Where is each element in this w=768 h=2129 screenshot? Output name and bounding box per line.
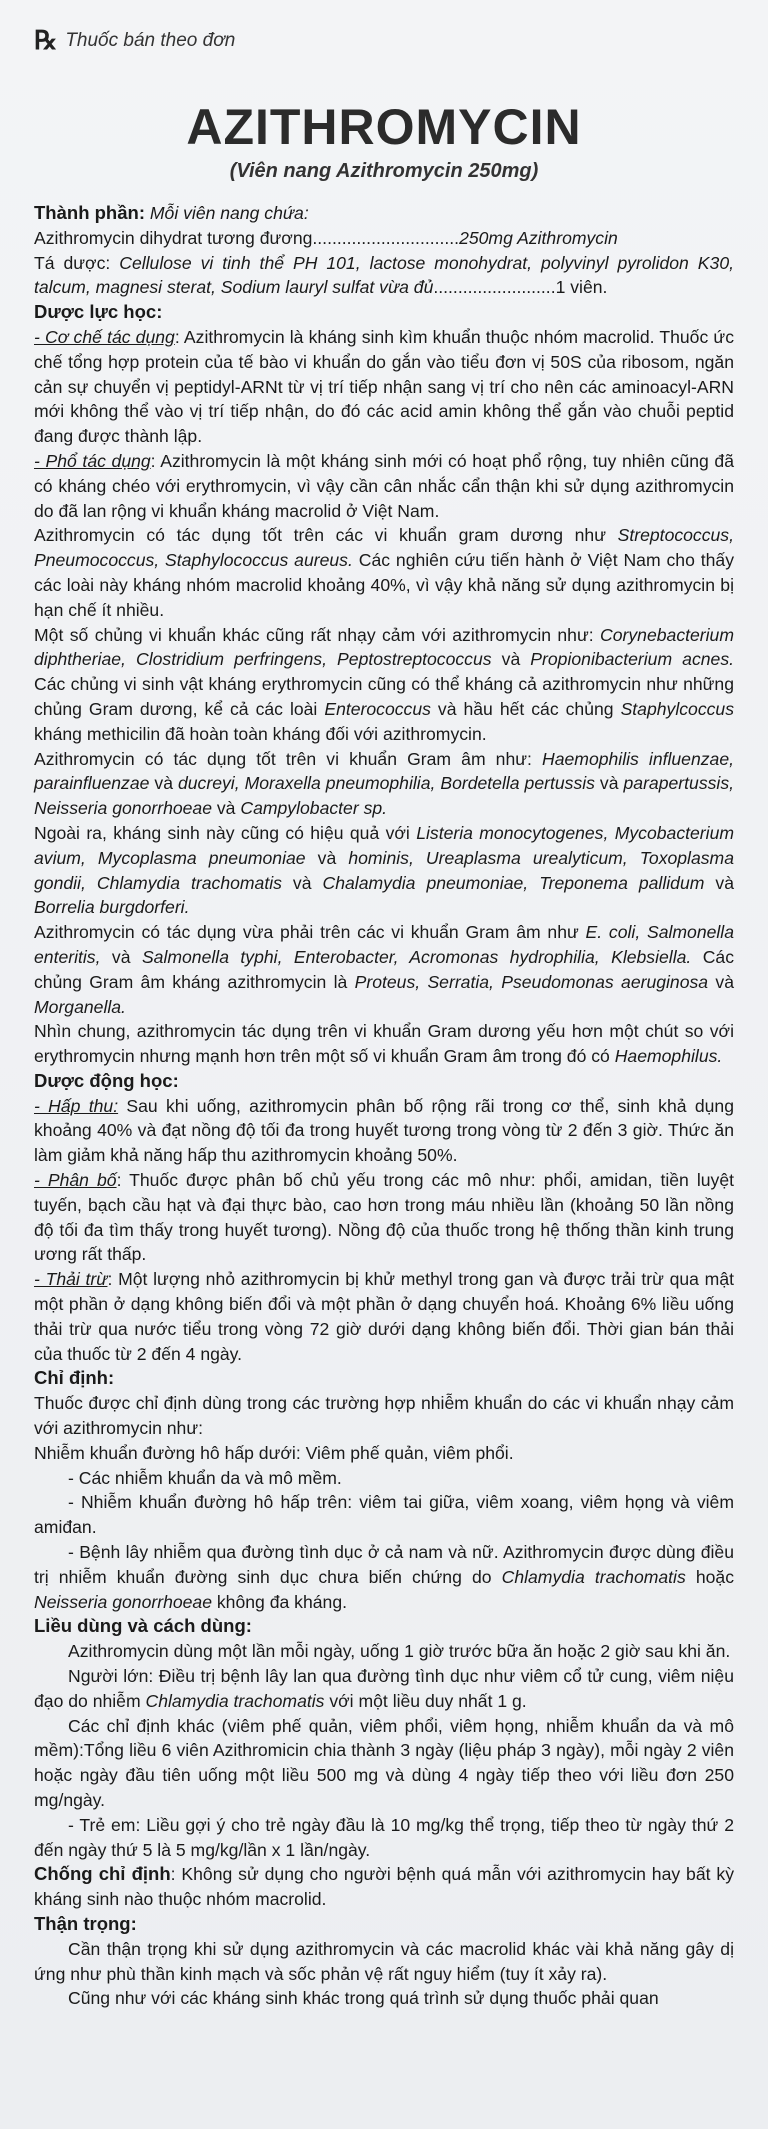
organism-list: Streptococcus, Pneumococcus, Staphylococcus aureus.: [34, 525, 734, 571]
gram-negative-paragraph: [34, 747, 734, 821]
composition-heading-line: [34, 201, 734, 226]
organism-list: Neisseria gonorrhoeae: [34, 1591, 212, 1612]
spectrum-paragraph: [34, 449, 734, 523]
prescription-notice: [34, 26, 734, 56]
text-run: và: [491, 649, 531, 670]
pharmacodynamics-heading: Dược lực học:: [34, 301, 163, 323]
text-run: Ngoài ra, kháng sinh này cũng có hiệu quả với: [34, 822, 417, 843]
spectrum-text: : Azithromycin là một kháng sinh mới có hoạt phổ rộng, tuy nhiên cũng đã có kháng chéo với erythromycin, vì vậy cần cân nhắc cẩn thận khi sử dụng azithromycin do đã lan rộng vi khuẩn kháng macrolid ở Việt Nam.: [34, 450, 734, 521]
text-run: hoặc: [685, 1566, 735, 1587]
text-run: và: [594, 773, 624, 794]
pharmacokinetics-heading: Dược động học:: [34, 1069, 179, 1091]
text-run: Nhìn chung, azithromycin tác dụng trên vi khuẩn Gram dương yếu hơn một chút so với erythromycin nhưng mạnh hơn trên một số vi khuẩn Gram âm trong đó có: [34, 1021, 734, 1067]
organism-list: Borrelia burgdorferi.: [34, 897, 190, 918]
distribution-label: - Phân bố: [34, 1170, 117, 1191]
organism-list: Propionibacterium acnes.: [530, 649, 734, 670]
excipients-label: Tá dược:: [34, 252, 111, 273]
text-run: với một liều duy nhất 1 g.: [324, 1690, 527, 1711]
summary-paragraph: [34, 1019, 734, 1069]
text-run: Một số chủng vi khuẩn khác cũng rất nhạy cảm với azithromycin như:: [34, 624, 601, 645]
text-run: không đa kháng.: [212, 1591, 347, 1612]
organism-list: Chlamydia trachomatis: [501, 1566, 686, 1587]
text-run: Các nghiên cứu tiến hành ở Việt Nam cho thấy các loài này kháng nhóm macrolid khoảng 40%, vì vậy khả năng sử dụng azithromycin bị hạn chế ít nhiều.: [34, 550, 735, 620]
composition-active: [34, 226, 734, 251]
organism-list: E. coli, Salmonella enteritis,: [34, 922, 735, 967]
organism-list: Staphylcoccus: [620, 698, 735, 719]
text-run: và: [281, 872, 323, 893]
text-run: và: [212, 798, 241, 819]
drug-subtitle: (Viên nang Azithromycin 250mg): [229, 160, 539, 182]
text-run: - Bệnh lây nhiễm qua đường tình dục ở cả nam và nữ. Azithromycin được dùng điều trị nhiễm khuẩn đường sinh dục chưa biến chứng do: [34, 1542, 734, 1587]
text-run: và: [704, 872, 734, 893]
leaflet-body: [34, 201, 734, 2011]
text-run: và: [149, 773, 178, 794]
organism-list: Salmonella typhi, Enterobacter, Acromonas hydrophilia, Klebsiella.: [141, 946, 692, 967]
organism-list: parapertussis, Neisseria gonorrhoeae: [34, 773, 735, 819]
elimination-text: : Một lượng nhỏ azithromycin bị khử methyl trong gan và được trải trừ qua mật một phần ở dạng không biến đổi và một phần ở dạng chuyển hoá. Khoảng 6% liều uống thải trừ qua nước tiểu trong vòng 72 giờ dưới dạng không biến đổi. Thời gian bán thải của thuốc từ 2 đến 4 ngày.: [34, 1269, 734, 1364]
excipients-list: Cellulose vi tinh thể PH 101, lactose monohydrat, polyvinyl pyrolidon K30, talcum, magnesi sterat, Sodium lauryl sulfat vừa đủ: [34, 252, 734, 298]
elimination-label: - Thải trừ: [34, 1269, 108, 1290]
organism-list: Chalamydia pneumoniae, Treponema pallidum: [322, 872, 705, 893]
text-run: và: [305, 847, 349, 868]
organism-list: Campylobacter sp.: [240, 798, 388, 819]
elimination-paragraph: [34, 1267, 734, 1366]
drug-title: AZITHROMYCIN: [186, 99, 582, 155]
distribution-text: : Thuốc được phân bố chủ yếu trong các mô như: phổi, amidan, tiền luyệt tuyến, bạch cầu hạt và đại thực bào, cao hơn trong máu nhiều lần (khoảng 50 lần nồng độ tối đa tìm thấy trong huyết tương). Nồng độ của thuốc trong hệ thống thần kinh trung ương rất thấp.: [34, 1170, 735, 1265]
spectrum-label: - Phổ tác dụng: [34, 450, 151, 471]
text-run: và: [100, 946, 142, 967]
organism-list: Chlamydia trachomatis: [145, 1690, 325, 1711]
absorption-paragraph: [34, 1094, 734, 1168]
rx-icon: ℞: [34, 26, 58, 56]
active-amount: 250mg Azithromycin: [459, 227, 618, 248]
organism-list: Haemophilus.: [614, 1046, 723, 1067]
text-run: Người lớn: Điều trị bệnh lây lan qua đường tình dục như viêm cổ tử cung, viêm niệu đạo do nhiễm: [34, 1666, 734, 1711]
text-run: Các chủng vi sinh vật kháng erythromycin cũng có thể kháng cả azithromycin như những chủng Gram dương, kể cả các loài: [34, 674, 734, 719]
composition-note: Mỗi viên nang chứa:: [149, 203, 309, 223]
contraindications-text: : Không sử dụng cho người bệnh quá mẫn với azithromycin hay bất kỳ kháng sinh nào thuộc nhóm macrolid.: [34, 1864, 734, 1910]
organism-list: Enterococcus: [324, 698, 431, 719]
organism-list: Proteus, Serratia, Pseudomonas aeruginosa: [354, 971, 709, 992]
absorption-label: - Hấp thu:: [34, 1095, 119, 1116]
excipients-amount: 1 viên.: [555, 277, 608, 298]
precautions-heading: Thận trọng:: [34, 1912, 137, 1934]
contraindications-paragraph: [34, 1862, 734, 1912]
text-run: Các chủng Gram âm kháng azithromycin là: [34, 946, 735, 992]
text-run: kháng methicilin đã hoàn toàn kháng đối với azithromycin.: [34, 723, 487, 744]
organism-list: hominis, Ureaplasma urealyticum, Toxoplasma gondii, Chlamydia trachomatis: [34, 847, 734, 893]
organism-list: Listeria monocytogenes, Mycobacterium avium, Mycoplasma pneumoniae: [34, 822, 735, 868]
text-run: Azithromycin có tác dụng tốt trên các vi khuẩn gram dương như: [34, 525, 618, 546]
dosage-adult-paragraph: [34, 1664, 734, 1714]
mechanism-label: - Cơ chế tác dụng: [34, 326, 175, 347]
composition-heading: Thành phần:: [34, 202, 145, 223]
precautions-paragraph: Cần thận trọng khi sử dụng azithromycin và các macrolid khác vài khả năng gây dị ứng như phù thần kinh mạch và sốc phản vệ rất nguy hiểm (tuy ít xảy ra).: [34, 1938, 734, 1984]
precautions-paragraph: Cũng như với các kháng sinh khác trong quá trình sử dụng thuốc phải quan: [68, 1988, 659, 2009]
indications-intro: Thuốc được chỉ định dùng trong các trường hợp nhiễm khuẩn do các vi khuẩn nhạy cảm với azithromycin như:: [34, 1393, 734, 1439]
dosage-other-paragraph: Các chỉ định khác (viêm phế quản, viêm phổi, viêm họng, nhiễm khuẩn da và mô mềm):Tổng liều 6 viên Azithromicin chia thành 3 ngày (liệu pháp 3 ngày), mỗi ngày 2 viên hoặc ngày đầu tiên uống một liều 500 mg và dùng 4 ngày tiếp theo với liều đơn 250 mg/ngày.: [34, 1715, 734, 1810]
indications-heading: Chỉ định:: [34, 1367, 115, 1389]
organism-list: Morganella.: [34, 996, 126, 1017]
dosage-paragraph: Azithromycin dùng một lần mỗi ngày, uống 1 giờ trước bữa ăn hoặc 2 giờ sau khi ăn.: [68, 1641, 731, 1662]
text-run: và: [708, 971, 734, 992]
indication-item: [34, 1540, 734, 1614]
absorption-text: Sau khi uống, azithromycin phân bố rộng rãi trong cơ thể, sinh khả dụng khoảng 40% và đạt nồng độ tối đa trong huyết tương trong vòng từ 2 đến 3 giờ. Thức ăn làm giảm khả năng hấp thu azithromycin khoảng 50%.: [34, 1095, 734, 1166]
organism-list: ducreyi, Moraxella pneumophilia, Bordetella pertussis: [177, 773, 595, 794]
contraindications-heading: Chống chỉ định: [34, 1863, 171, 1885]
organism-list: Corynebacterium diphtheriae, Clostridium perfringens, Peptostreptococcus: [34, 624, 734, 670]
moderate-effect-paragraph: [34, 920, 734, 1019]
gram-positive-paragraph: [34, 523, 734, 622]
excipients-dots: .........................: [433, 277, 556, 298]
indication-item: - Nhiễm khuẩn đường hô hấp trên: viêm tai giữa, viêm xoang, viêm họng và viêm amiđan.: [34, 1492, 734, 1538]
indication-item: - Các nhiễm khuẩn da và mô mềm.: [68, 1467, 342, 1488]
active-ingredient: Azithromycin dihydrat tương đương: [34, 227, 313, 248]
dosage-children-paragraph: - Trẻ em: Liều gợi ý cho trẻ ngày đầu là 10 mg/kg thể trọng, tiếp theo từ ngày thứ 2 đến ngày thứ 5 là 5 mg/kg/lần x 1 lần/ngày.: [34, 1814, 734, 1860]
mechanism-paragraph: [34, 325, 734, 449]
composition-excipients: [34, 251, 734, 301]
mechanism-text: : Azithromycin là kháng sinh kìm khuẩn thuộc nhóm macrolid. Thuốc ức chế tổng hợp protein của tế bào vi khuẩn do gắn vào tiểu đơn vị 50S của ribosom, ngăn cản sự chuyển vị peptidyl-ARNt từ vị trí tiếp nhận sang vị trí cho nên các aminoacyl-ARN mới không thể vào vị trí tiếp nhận, do đó các acid amin không thể gắn vào chuỗi peptid đang được thành lập.: [34, 326, 734, 447]
other-effective-paragraph: [34, 821, 734, 920]
dosage-heading: Liều dùng và cách dùng:: [34, 1615, 252, 1637]
distribution-paragraph: [34, 1168, 734, 1267]
indication-item: Nhiễm khuẩn đường hô hấp dưới: Viêm phế quản, viêm phổi.: [34, 1442, 514, 1463]
text-run: Azithromycin có tác dụng tốt trên vi khuẩn Gram âm như:: [34, 748, 543, 769]
sensitive-strains-paragraph: [34, 623, 734, 747]
text-run: và hầu hết các chủng: [430, 698, 621, 719]
organism-list: Haemophilis influenzae, parainfluenzae: [34, 748, 735, 794]
prescription-text: Thuốc bán theo đơn: [65, 30, 236, 51]
active-dots: ..............................: [312, 227, 460, 248]
text-run: Azithromycin có tác dụng vừa phải trên các vi khuẩn Gram âm như: [34, 922, 586, 943]
